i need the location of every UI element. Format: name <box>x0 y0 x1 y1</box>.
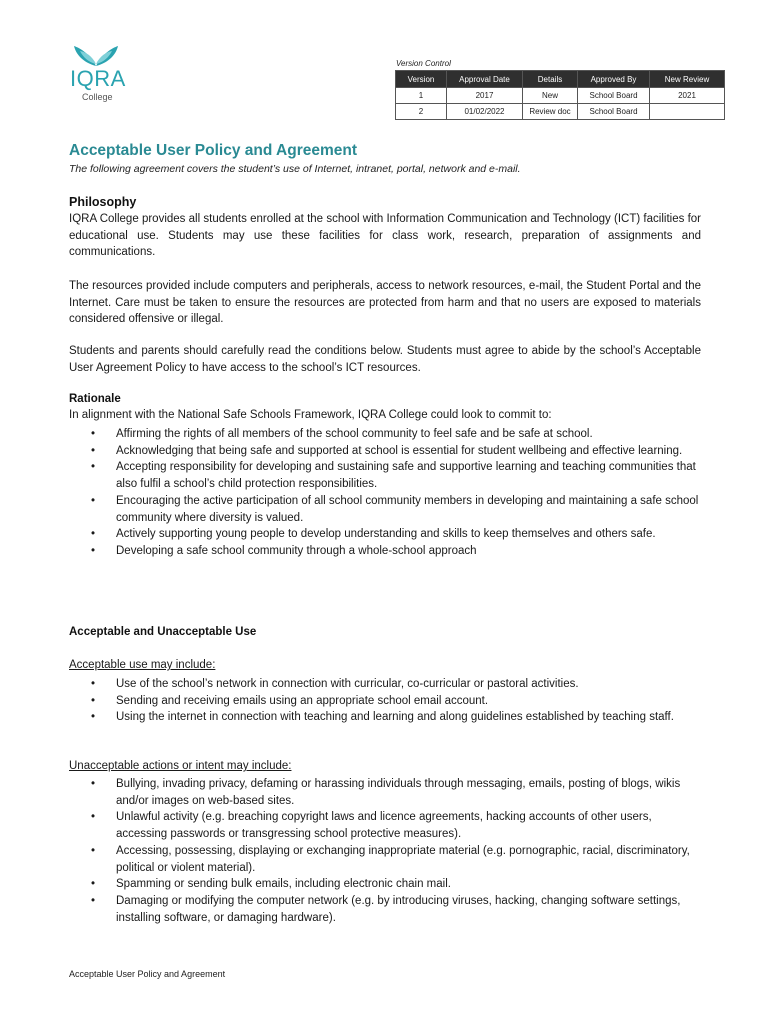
unacceptable-use-label: Unacceptable actions or intent may include: <box>69 760 292 772</box>
list-item: • Affirming the rights of all members of the school community to feel safe and be safe at school. <box>69 426 701 443</box>
list-item: • Encouraging the active participation of all school community members in developing and maintaining a safe school community where diversity is valued. <box>69 493 701 526</box>
philosophy-heading: Philosophy <box>69 195 137 209</box>
table-cell: New <box>523 88 578 104</box>
acceptable-use-list <box>69 676 701 726</box>
table-cell: 2017 <box>447 88 523 104</box>
list-item: • Bullying, invading privacy, defaming or harassing individuals through messaging, emails, posting of blogs, wikis and/or images on web-based sites. <box>69 776 701 809</box>
page-footer: Acceptable User Policy and Agreement <box>69 969 226 979</box>
list-item: • Unlawful activity (e.g. breaching copyright laws and licence agreements, hacking accounts of other users, accessing passwords or transgressing school protective measures). <box>69 809 701 842</box>
list-item: • Accessing, possessing, displaying or exchanging inappropriate material (e.g. pornographic, racial, discriminatory, political or violent material). <box>69 843 701 876</box>
list-item: • Acknowledging that being safe and supported at school is essential for student wellbeing and effective learning. <box>69 443 701 460</box>
version-control-table <box>395 70 725 120</box>
list-item: • Damaging or modifying the computer network (e.g. by introducing viruses, hacking, changing software settings, installing software, or damaging hardware). <box>69 893 701 926</box>
philosophy-paragraph-3: Students and parents should carefully read the conditions below. Students must agree to abide by the school’s Acceptable User Agreement Policy to have access to the school’s ICT resources. <box>69 345 701 374</box>
acceptable-use-label: Acceptable use may include: <box>69 659 216 671</box>
rationale-list <box>69 426 701 560</box>
table-cell <box>650 104 725 120</box>
table-row <box>396 104 725 120</box>
table-cell: 1 <box>396 88 447 104</box>
table-header-row <box>396 71 725 88</box>
table-cell: School Board <box>578 104 650 120</box>
table-row <box>396 88 725 104</box>
philosophy-paragraph-1: IQRA College provides all students enrolled at the school with Information Communication and Technology (ICT) facilities for educational use. Students may use these facilities for class work, research, preparation of assignments and communications. <box>69 213 701 259</box>
table-header-cell: Details <box>523 71 578 88</box>
philosophy-paragraph-2: The resources provided include computers and peripherals, access to network resources, e-mail, the Student Portal and the Internet. Care must be taken to ensure the resources are protected from harm and that no users are exposed to materials considered offensive or illegal. <box>69 280 701 326</box>
list-item: • Use of the school’s network in connection with curricular, co-curricular or pastoral activities. <box>69 676 701 693</box>
logo-name: IQRA <box>70 66 126 91</box>
rationale-heading: Rationale <box>69 393 121 405</box>
table-header-cell: Approval Date <box>447 71 523 88</box>
document-subtitle: The following agreement covers the student’s use of Internet, intranet, portal, network and e-mail. <box>69 163 521 175</box>
use-heading: Acceptable and Unacceptable Use <box>69 626 257 638</box>
rationale-intro: In alignment with the National Safe Schools Framework, IQRA College could look to commit to: <box>69 409 552 421</box>
unacceptable-use-list <box>69 776 701 926</box>
table-header-cell: Version <box>396 71 447 88</box>
list-item: • Actively supporting young people to develop understanding and skills to keep themselves and others safe. <box>69 526 701 543</box>
table-cell: Review doc <box>523 104 578 120</box>
iqra-logo <box>64 40 128 104</box>
version-control-title: Version Control <box>396 59 451 68</box>
table-cell: School Board <box>578 88 650 104</box>
table-cell: 01/02/2022 <box>447 104 523 120</box>
table-cell: 2 <box>396 104 447 120</box>
table-header-cell: Approved By <box>578 71 650 88</box>
list-item: • Accepting responsibility for developing and sustaining safe and supportive learning and teaching communities that also fulfil a school’s child protection responsibilities. <box>69 459 701 492</box>
book-wings-icon <box>72 42 120 68</box>
table-cell: 2021 <box>650 88 725 104</box>
document-title: Acceptable User Policy and Agreement <box>69 142 357 159</box>
table-header-cell: New Review <box>650 71 725 88</box>
list-item: • Spamming or sending bulk emails, including electronic chain mail. <box>69 876 701 893</box>
list-item: • Using the internet in connection with teaching and learning and along guidelines established by teaching staff. <box>69 709 701 726</box>
list-item: • Sending and receiving emails using an appropriate school email account. <box>69 693 701 710</box>
list-item: • Developing a safe school community through a whole-school approach <box>69 543 701 560</box>
logo-subtitle: College <box>82 92 113 102</box>
